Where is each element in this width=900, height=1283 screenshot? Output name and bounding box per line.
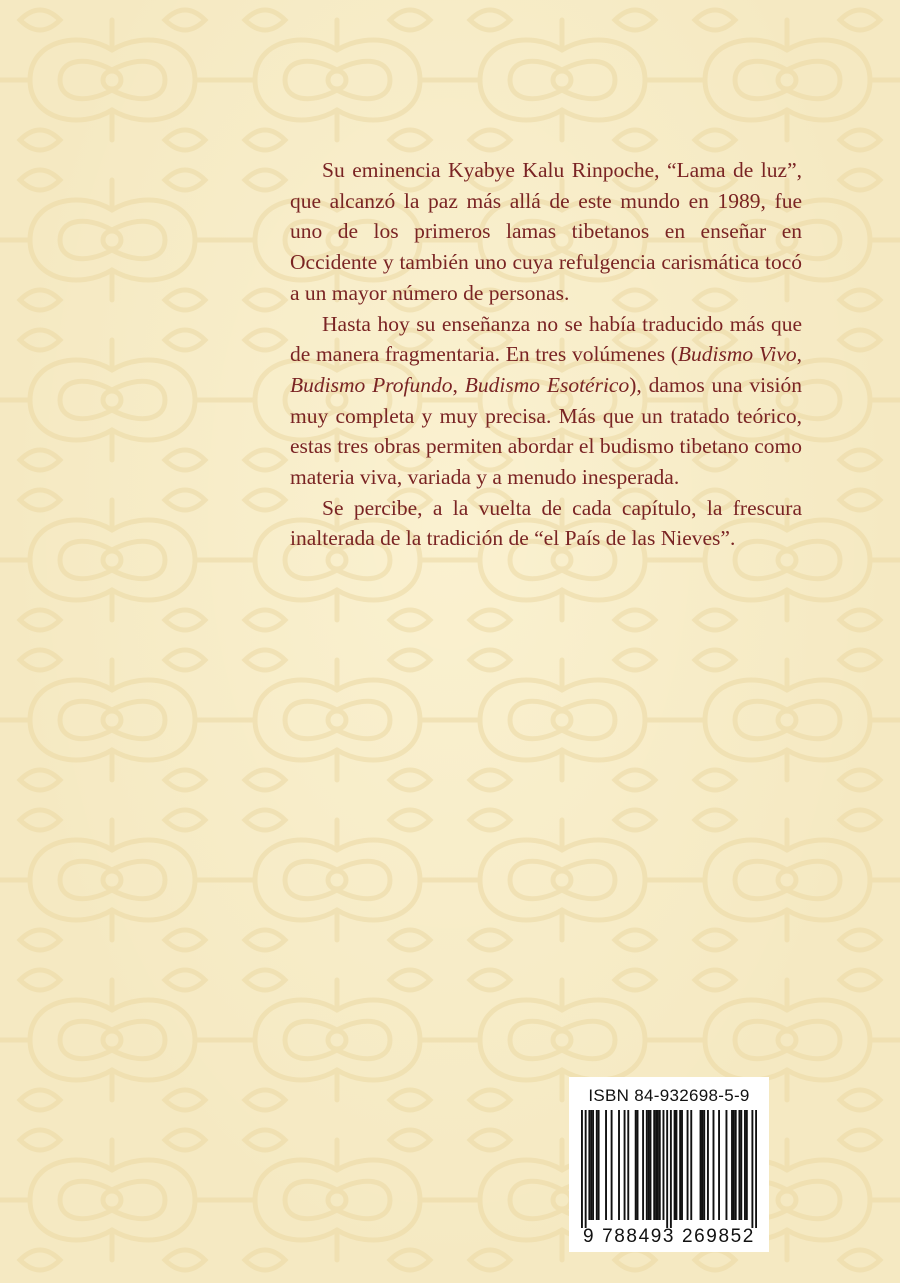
blurb-text: , bbox=[796, 342, 803, 367]
barcode-bar bbox=[596, 1110, 598, 1220]
barcode-bar bbox=[675, 1110, 677, 1220]
blurb-text: ), damos una visión muy completa y muy precisa. Más que un tratado teórico, estas tres obras permiten abordar el budismo tibetano como materia viva, variada y a menudo inesperada. bbox=[290, 372, 802, 490]
blurb-text: , bbox=[452, 372, 465, 397]
barcode-bar bbox=[585, 1110, 587, 1228]
barcode-bar bbox=[592, 1110, 594, 1220]
barcode-bar bbox=[713, 1110, 715, 1220]
barcode-bar bbox=[740, 1110, 742, 1220]
barcode-bar bbox=[642, 1110, 644, 1220]
barcode-bar bbox=[718, 1110, 720, 1220]
barcode-bar bbox=[627, 1110, 629, 1220]
barcode-bar bbox=[635, 1110, 637, 1220]
barcode-bar bbox=[703, 1110, 705, 1220]
ean-digits: 9 788493 269852 bbox=[583, 1226, 755, 1247]
barcode-bar bbox=[611, 1110, 613, 1220]
barcode-bar bbox=[733, 1110, 735, 1220]
barcode-bar bbox=[674, 1110, 676, 1220]
barcode-bar bbox=[655, 1110, 657, 1220]
barcode-bar bbox=[588, 1110, 590, 1220]
barcode-bar bbox=[670, 1110, 672, 1228]
barcode-bar bbox=[687, 1110, 689, 1220]
barcode-bar bbox=[738, 1110, 740, 1220]
barcode-bar bbox=[679, 1110, 681, 1220]
barcode-bar bbox=[618, 1110, 620, 1220]
barcode-bar bbox=[650, 1110, 652, 1220]
book-title-italic: Budismo Profundo bbox=[290, 372, 453, 397]
barcode-bar bbox=[663, 1110, 665, 1220]
barcode-bar bbox=[746, 1110, 748, 1220]
barcode-bar bbox=[681, 1110, 683, 1220]
barcode-bar bbox=[581, 1110, 583, 1228]
barcode-bar bbox=[726, 1110, 728, 1220]
blurb-text: Hasta hoy su enseñanza no se había traducido más que de manera fragmentaria. En tres volúmenes ( bbox=[290, 311, 802, 367]
barcode-bar bbox=[755, 1110, 757, 1228]
barcode-bar bbox=[648, 1110, 650, 1220]
barcode-bar bbox=[666, 1110, 668, 1228]
barcode-bar bbox=[659, 1110, 661, 1220]
barcode-bar bbox=[701, 1110, 703, 1220]
isbn-label: ISBN 84-932698-5-9 bbox=[588, 1086, 750, 1105]
barcode-bar bbox=[690, 1110, 692, 1220]
blurb-text: Se percibe, a la vuelta de cada capítulo, la frescura inalterada de la tradición de “el País de las Nieves”. bbox=[290, 495, 802, 551]
barcode-bar bbox=[744, 1110, 746, 1220]
barcode-bar bbox=[707, 1110, 709, 1220]
barcode-bar bbox=[590, 1110, 592, 1220]
barcode-bar bbox=[624, 1110, 626, 1220]
barcode-bars bbox=[581, 1110, 757, 1228]
blurb-text: Su eminencia Kyabye Kalu Rinpoche, “Lama de luz”, que alcanzó la paz más allá de este mundo en 1989, fue uno de los primeros lamas tibetanos en enseñar en Occidente y también uno cuya refulgencia carismática tocó a un mayor número de personas. bbox=[290, 158, 802, 305]
barcode-bar bbox=[653, 1110, 655, 1220]
barcode-bar bbox=[700, 1110, 702, 1220]
barcode-bar bbox=[731, 1110, 733, 1220]
barcode-bar bbox=[637, 1110, 639, 1220]
back-cover-blurb bbox=[290, 155, 802, 554]
barcode-bar bbox=[751, 1110, 753, 1228]
blurb-paragraph bbox=[290, 309, 802, 493]
barcode-bar bbox=[646, 1110, 648, 1220]
barcode-bar bbox=[605, 1110, 607, 1220]
barcode-bar bbox=[657, 1110, 659, 1220]
blurb-paragraph bbox=[290, 493, 802, 554]
barcode-bar bbox=[735, 1110, 737, 1220]
book-title-italic: Budismo Vivo bbox=[677, 342, 797, 367]
isbn-barcode bbox=[569, 1077, 769, 1252]
barcode-bar bbox=[598, 1110, 600, 1220]
book-title-italic: Budismo Esotérico bbox=[464, 372, 630, 397]
blurb-paragraph bbox=[290, 155, 802, 309]
